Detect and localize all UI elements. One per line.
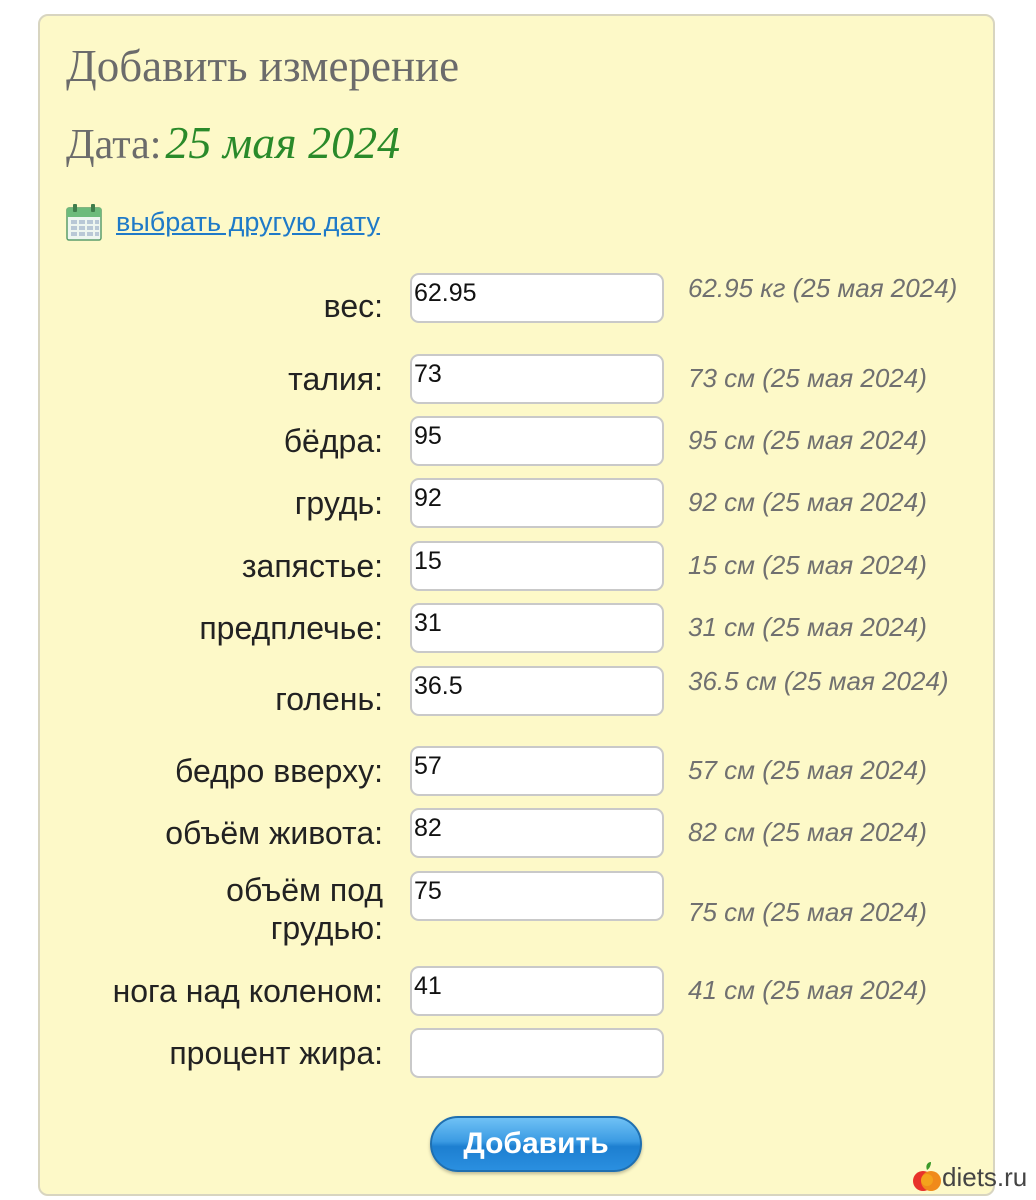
- watermark-text: diets.ru: [942, 1161, 1028, 1192]
- field-label: бедро вверху:: [175, 753, 383, 789]
- last-value-note: 62.95 кг (25 мая 2024): [688, 273, 958, 303]
- last-value-note: 36.5 см (25 мая 2024): [688, 666, 949, 696]
- shin-input[interactable]: [410, 666, 664, 716]
- field-label: нога над коленом:: [112, 973, 383, 1009]
- apple-logo-icon: [912, 1161, 942, 1193]
- hips-input[interactable]: [410, 416, 664, 466]
- field-label: вес:: [323, 288, 383, 324]
- chest-input[interactable]: [410, 478, 664, 528]
- weight-input[interactable]: [410, 273, 664, 323]
- last-value-note: 41 см (25 мая 2024): [688, 975, 927, 1005]
- add-measurement-panel: [38, 14, 995, 1196]
- date-label: Дата:: [66, 122, 162, 168]
- date-row: [66, 116, 400, 169]
- diets-watermark: [912, 1160, 1027, 1194]
- upper-thigh-input[interactable]: [410, 746, 664, 796]
- field-label: грудь:: [294, 485, 383, 521]
- date-value: 25 мая 2024: [165, 117, 401, 168]
- choose-other-date-link[interactable]: выбрать другую дату: [116, 206, 381, 237]
- wrist-input[interactable]: [410, 541, 664, 591]
- last-value-note: 73 см (25 мая 2024): [688, 363, 927, 393]
- add-button[interactable]: Добавить: [430, 1116, 642, 1172]
- waist-input[interactable]: [410, 354, 664, 404]
- last-value-note: 15 см (25 мая 2024): [688, 550, 927, 580]
- page-title: Добавить измерение: [66, 41, 460, 91]
- last-value-note: 31 см (25 мая 2024): [688, 612, 927, 642]
- last-value-note: 57 см (25 мая 2024): [688, 755, 927, 785]
- underbust-input[interactable]: [410, 871, 664, 921]
- last-value-note: 82 см (25 мая 2024): [688, 817, 927, 847]
- field-label: бёдра:: [283, 423, 383, 459]
- field-label: предплечье:: [199, 610, 383, 646]
- calendar-icon[interactable]: [66, 203, 102, 241]
- last-value-note: 95 см (25 мая 2024): [688, 425, 927, 455]
- change-date-row: [66, 202, 380, 242]
- forearm-input[interactable]: [410, 603, 664, 653]
- field-label: голень:: [275, 681, 383, 717]
- field-label: запястье:: [241, 548, 383, 584]
- last-value-note: 75 см (25 мая 2024): [688, 897, 927, 927]
- body-fat-input[interactable]: [410, 1028, 664, 1078]
- field-label: объём под грудью:: [226, 872, 383, 946]
- field-label: объём живота:: [165, 815, 383, 851]
- last-value-note: 92 см (25 мая 2024): [688, 487, 927, 517]
- above-knee-input[interactable]: [410, 966, 664, 1016]
- belly-input[interactable]: [410, 808, 664, 858]
- field-label: процент жира:: [169, 1035, 383, 1071]
- field-label: талия:: [288, 361, 383, 397]
